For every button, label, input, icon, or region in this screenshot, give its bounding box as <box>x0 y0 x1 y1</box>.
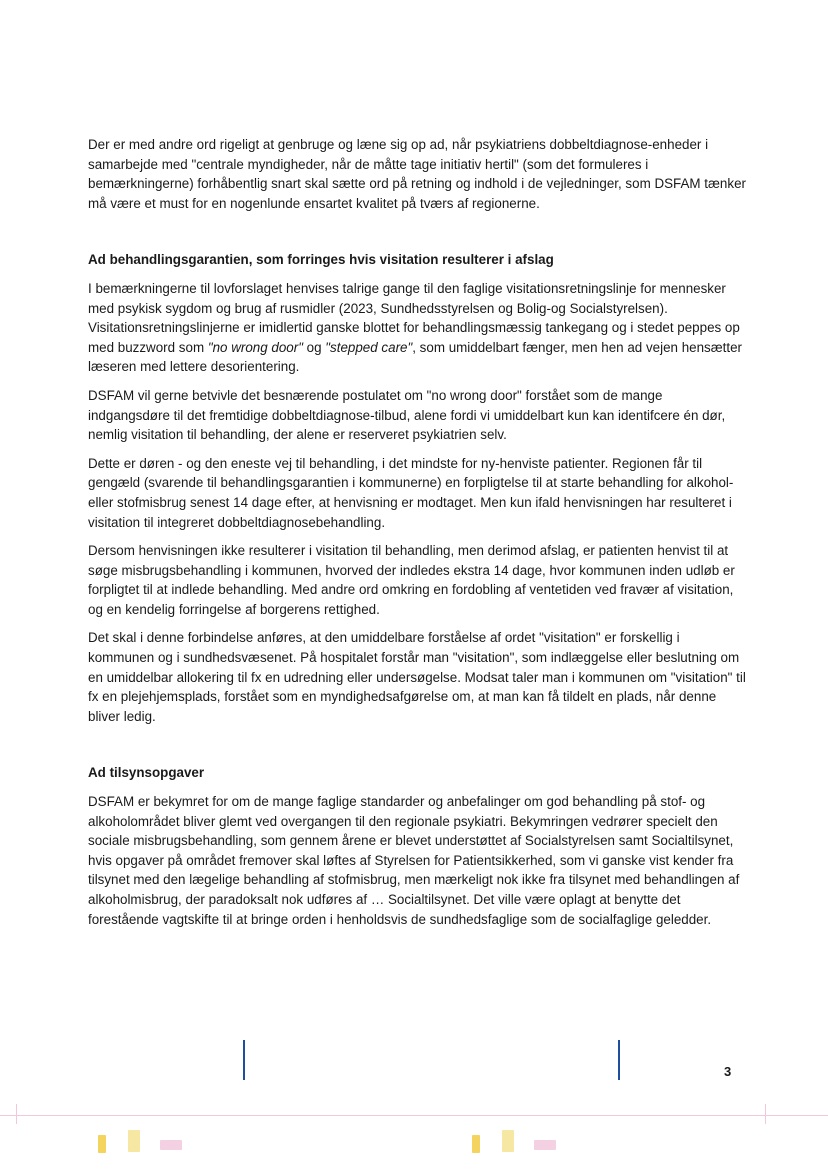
scan-mark-right <box>618 1040 620 1080</box>
scan-color-mark <box>160 1140 182 1150</box>
scan-color-mark <box>98 1135 106 1153</box>
scan-mark-left <box>243 1040 245 1080</box>
scan-color-mark <box>472 1135 480 1153</box>
intro-paragraph: Der er med andre ord rigeligt at genbruge og læne sig op ad, når psykiatriens dobbeltdiagnose-enheder i samarbejde med "centrale myndigheder, når de måtte tage initiativ hertil" (som det formuleres i bemærkningerne) forhåbentlig snart skal sætte ord på retning og indhold i de vejledninger, som DSFAM tænker må være et must for en nogenlunde ensartet kvalitet på tværs af regionerne. <box>88 137 746 211</box>
section-heading-behandlingsgaranti: Ad behandlingsgarantien, som forringes hvis visitation resulterer i afslag <box>88 252 554 268</box>
section1-p1-emphasis-2: "stepped care" <box>325 339 413 355</box>
section1-p1-text-b: og <box>302 339 326 355</box>
section1-paragraph-2: DSFAM vil gerne betvivle det besnærende postulatet om "no wrong door" forstået som de mange indgangsdøre til det fremtidige dobbeltdiagnose-tilbud, alene fordi vi umiddelbart kun kan identifcere én dør, nemlig visitation til behandling, der alene er reserveret psykiatrien selv. <box>88 387 726 443</box>
section-spacer <box>88 222 748 250</box>
scan-color-mark <box>534 1140 556 1150</box>
section1-p1-text-a: I bemærkningerne til lovforslaget henvises talrige gange til den faglige visitationsretningslinje for mennesker med psykisk sygdom og brug af rusmidler (2023, Sundhedsstyrelsen og Bolig-og Socialstyrelsen). Visitationsretningslinjerne er imidlertid ganske blottet for behandlingsmæssig tankegang og i stedet peppes op med buzzword som <box>88 280 740 355</box>
section2-paragraph-1: DSFAM er bekymret for om de mange faglige standarder og anbefalinger om god behandling på stof- og alkoholområdet bliver glemt ved overgangen til den regionale psykiatri. Bekymringen vedrører specielt den sociale misbrugsbehandling, som gennem årene er blevet understøttet af Socialstyrelsen samt Socialtilsynet, hvis opgaver på området fremover skal løftes af Styrelsen for Patientsikkerhed, som vi ganske vist kender fra tilsynet med den lægelige behandling af stofmisbrug, men mærkeligt nok ikke fra tilsynet med behandlingen af alkoholmisbrug, der paradoksalt nok udføres af … Socialtilsynet. Det ville være oplagt at benytte det forestående vagtskifte til at bringe orden i henholdsvis de sundhedsfaglige som de socialfaglige geledder. <box>88 794 740 927</box>
scan-registration-line <box>0 1115 828 1116</box>
section1-paragraph-1 <box>88 279 748 377</box>
section1-p1-emphasis-1: "no wrong door" <box>207 339 303 355</box>
section1-paragraph-4: Dersom henvisningen ikke resulterer i visitation til behandling, men derimod afslag, er patienten henvist til at søge misbrugsbehandling i kommunen, hvorved der indledes ekstra 14 dage, hvor kommunen inden udløb er forpligtet til at indlede behandling. Med andre ord omkring en fordobling af ventetiden ved fravær af visitation, og en kendelig forringelse af borgerens rettighed. <box>88 543 735 617</box>
scan-color-mark <box>128 1130 140 1152</box>
scan-color-mark <box>502 1130 514 1152</box>
page-number: 3 <box>724 1064 732 1079</box>
section1-paragraph-3: Dette er døren - og den eneste vej til behandling, i det mindste for ny-henviste patienter. Regionen får til gengæld (svarende til behandlingsgarantien i kommunerne) en forpligtelse til at starte behandling for alkohol- eller stofmisbrug senest 14 dage efter, at henvisning er modtaget. Men kun ifald henvisningen har resulteret i visitation til integreret dobbeltdiagnosebehandling. <box>88 455 734 530</box>
scan-tick-right <box>765 1104 766 1124</box>
section-spacer <box>88 735 748 763</box>
section1-paragraph-5: Det skal i denne forbindelse anføres, at den umiddelbare forståelse af ordet "visitation" er forskellig i kommunen og i sundhedsvæsenet. På hospitalet forstår man "visitation", som indlæggelse eller beslutning om en umiddelbar allokering til fx en udredning eller undersøgelse. Modsat taler man i kommunen om "visitation" til fx en plejehjemsplads, forstået som en myndighedsafgørelse om, at man kan få tildelt en plads, når denne bliver ledig. <box>88 630 746 724</box>
document-body <box>88 135 748 938</box>
scan-tick-left <box>16 1104 17 1124</box>
section-heading-tilsynsopgaver: Ad tilsynsopgaver <box>88 765 205 781</box>
section1-p1-text-c: , som umiddelbart fænger, men hen ad vejen hensætter læseren med lettere desorientering. <box>88 339 742 375</box>
